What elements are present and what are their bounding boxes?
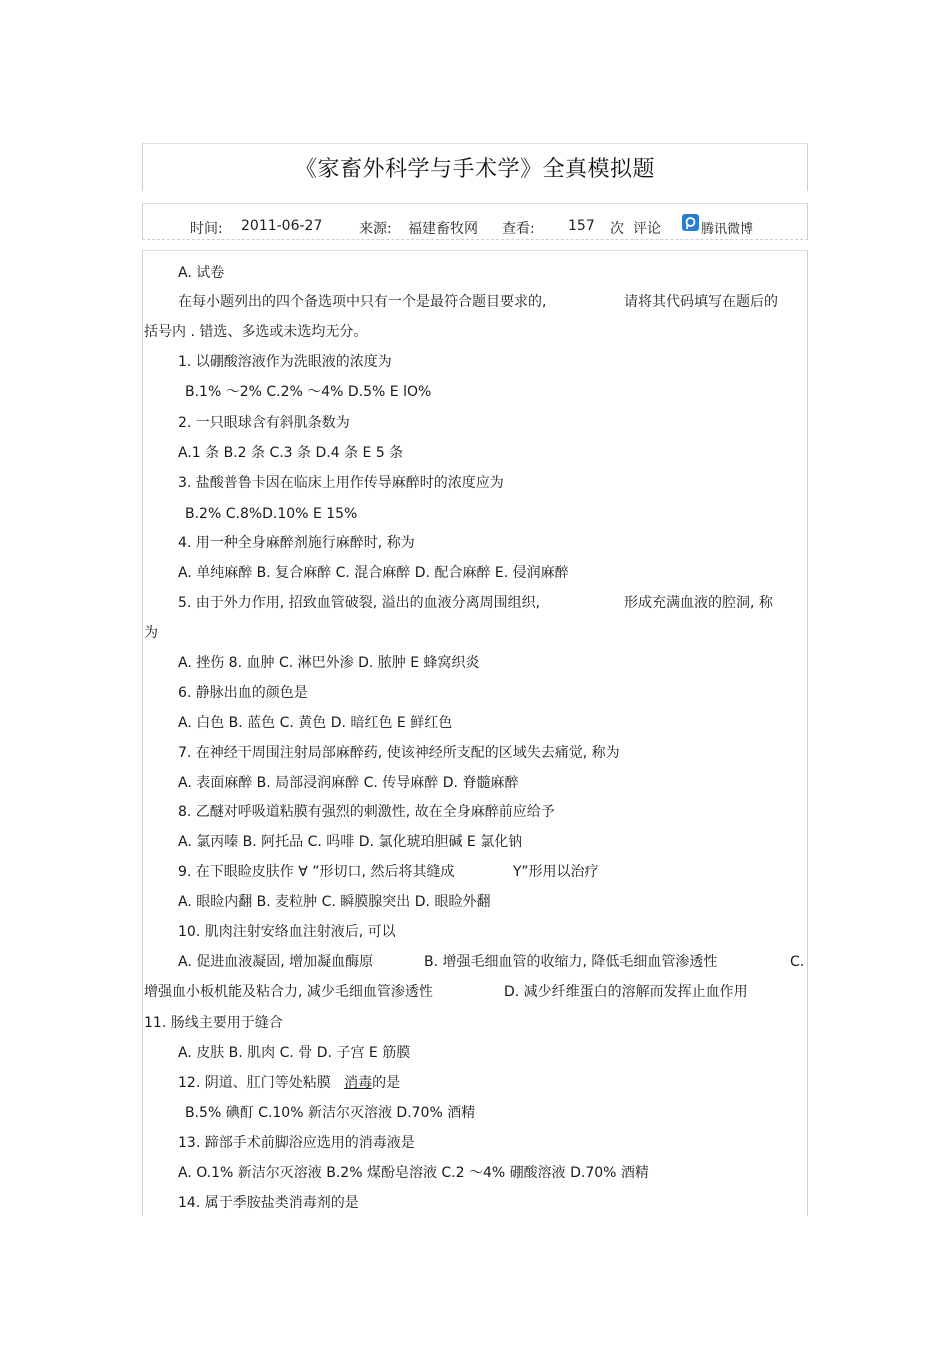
- question-14: 14. 属于季胺盐类消毒剂的是: [178, 1195, 359, 1211]
- tencent-weibo-link[interactable]: 腾讯微博: [701, 222, 754, 237]
- views-count: 157: [568, 218, 595, 234]
- question-7: 7. 在神经干周围注射局部麻醉药, 使该神经所支配的区域失去痛觉, 称为: [178, 745, 620, 761]
- question-4-options: A. 单纯麻醉 B. 复合麻醉 C. 混合麻醉 D. 配合麻醉 E. 侵润麻醉: [178, 565, 569, 581]
- question-1: 1. 以硼酸溶液作为洗眼液的浓度为: [178, 354, 392, 370]
- instructions-line-2: 括号内 . 错选、多选或未选均无分。: [144, 324, 368, 340]
- page-title: 《家畜外科学与手术学》全真模拟题: [294, 157, 655, 182]
- question-2: 2. 一只眼球含有斜肌条数为: [178, 415, 350, 431]
- question-13-options: A. O.1% 新洁尔灭溶液 B.2% 煤酚皂溶液 C.2 ～4% 硼酸溶液 D.70% 酒精: [178, 1165, 649, 1181]
- tencent-weibo-icon[interactable]: [682, 214, 699, 231]
- question-8-options: A. 氯丙嗪 B. 阿托品 C. 吗啡 D. 氯化琥珀胆碱 E 氯化钠: [178, 834, 523, 850]
- question-5-options: A. 挫伤 8. 血肿 C. 淋巴外渗 D. 脓肿 E 蜂窝织炎: [178, 655, 480, 671]
- question-5-part-a: 5. 由于外力作用, 招致血管破裂, 溢出的血液分离周围组织,: [178, 595, 541, 611]
- question-10-option-d: D. 减少纤维蛋白的溶解而发挥止血作用: [504, 984, 748, 1000]
- title-panel: [142, 143, 808, 191]
- question-6: 6. 静脉出血的颜色是: [178, 685, 308, 701]
- time-label: 时间:: [190, 221, 223, 237]
- article-content: [142, 250, 808, 1216]
- question-9-part-a: 9. 在下眼睑皮肤作 ∀ ”形切口, 然后将其缝成: [178, 864, 455, 880]
- question-10-option-c: 增强血小板机能及粘合力, 减少毛细血管渗透性: [144, 984, 433, 1000]
- question-2-options: A.1 条 B.2 条 C.3 条 D.4 条 E 5 条: [178, 445, 404, 461]
- question-12-underlined: 消毒: [344, 1075, 373, 1091]
- views-unit: 次: [610, 221, 624, 237]
- views-label: 查看:: [502, 221, 535, 237]
- meta-row: [143, 218, 807, 238]
- question-10-option-b: B. 增强毛细血管的收缩力, 降低毛细血管渗透性: [424, 954, 718, 970]
- question-12-suffix: 的是: [372, 1075, 401, 1091]
- question-9-part-b: Y”形用以治疗: [513, 864, 599, 880]
- question-10-option-a: A. 促进血液凝固, 增加凝血酶原: [178, 954, 374, 970]
- question-9-options: A. 眼睑内翻 B. 麦粒肿 C. 瞬膜腺突出 D. 眼睑外翻: [178, 894, 491, 910]
- instructions-line-1b: 请将其代码填写在题后的: [624, 294, 778, 310]
- question-4: 4. 用一种全身麻醉剂施行麻醉时, 称为: [178, 535, 415, 551]
- question-12-prefix: 12. 阴道、肛门等处粘膜: [178, 1075, 331, 1091]
- question-11-options: A. 皮肤 B. 肌肉 C. 骨 D. 子宫 E 筋膜: [178, 1045, 411, 1061]
- question-5-part-b: 形成充满血液的腔洞, 称: [624, 595, 773, 611]
- question-6-options: A. 白色 B. 蓝色 C. 黄色 D. 暗红色 E 鲜红色: [178, 715, 453, 731]
- question-3: 3. 盐酸普鲁卡因在临床上用作传导麻醉时的浓度应为: [178, 475, 504, 491]
- question-1-options: B.1% ～2% C.2% ～4% D.5% E lO%: [185, 384, 432, 400]
- comment-link[interactable]: 评论: [633, 221, 661, 237]
- question-3-options: B.2% C.8%D.10% E 15%: [185, 506, 358, 522]
- source-label: 来源:: [359, 221, 392, 237]
- instructions-line-1a: 在每小题列出的四个备选项中只有一个是最符合题目要求的,: [178, 294, 547, 310]
- question-7-options: A. 表面麻醉 B. 局部浸润麻醉 C. 传导麻醉 D. 脊髓麻醉: [178, 775, 519, 791]
- question-13: 13. 蹄部手术前脚浴应选用的消毒液是: [178, 1135, 415, 1151]
- question-8: 8. 乙醚对呼吸道粘膜有强烈的刺激性, 故在全身麻醉前应给予: [178, 804, 555, 820]
- question-12-options: B.5% 碘酊 C.10% 新洁尔灭溶液 D.70% 酒精: [185, 1105, 476, 1121]
- question-10-option-c-label: C.: [790, 954, 805, 970]
- question-10: 10. 肌肉注射安络血注射液后, 可以: [178, 924, 396, 940]
- source-value[interactable]: 福建畜牧网: [408, 221, 478, 237]
- question-12: [178, 1074, 400, 1092]
- section-heading: A. 试卷: [178, 265, 225, 281]
- question-11: 11. 肠线主要用于缝合: [144, 1015, 283, 1031]
- time-value: 2011-06-27: [241, 218, 323, 234]
- meta-panel: [142, 203, 808, 240]
- question-5-part-c: 为: [144, 625, 158, 641]
